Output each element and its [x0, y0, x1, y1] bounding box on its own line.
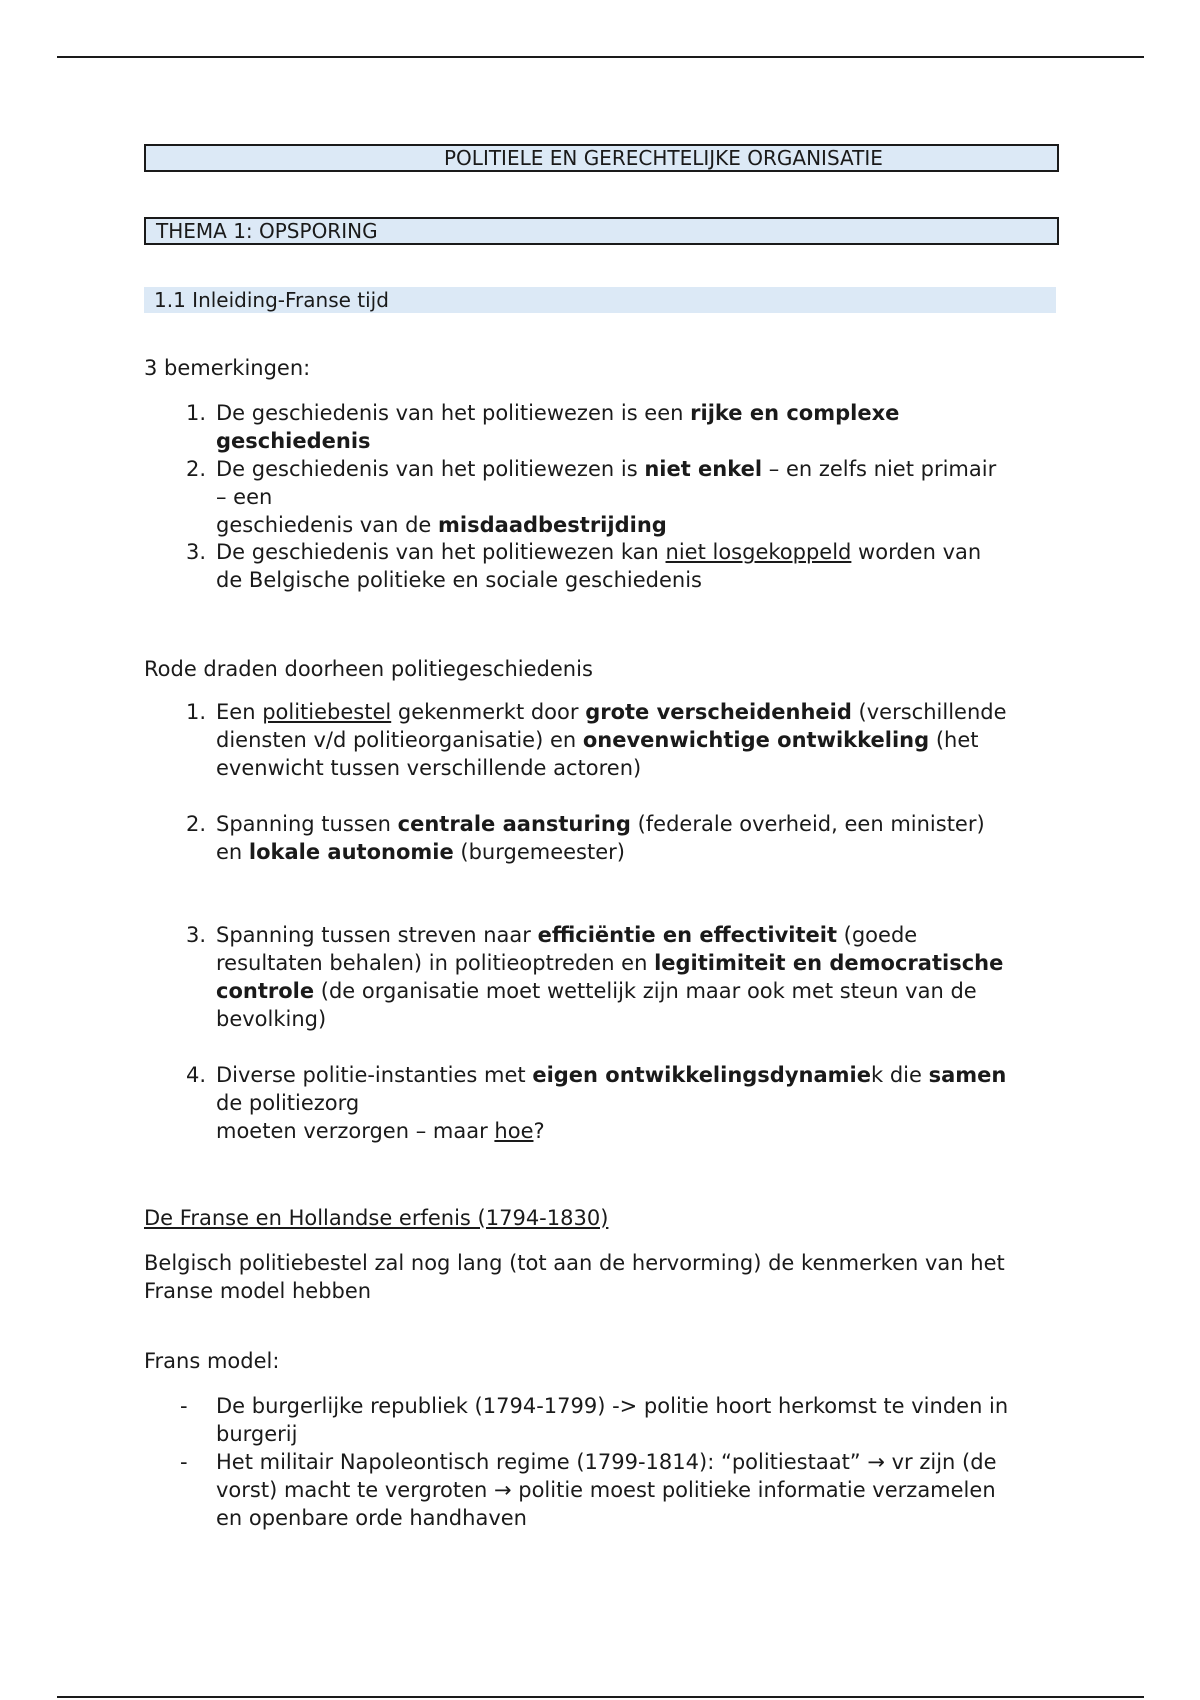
thread-item-2 — [185, 810, 1056, 866]
bold-text: centrale aansturing — [397, 812, 631, 836]
text: (goede — [836, 923, 918, 947]
text: De geschiedenis van het politiewezen is — [216, 457, 645, 481]
remarks-heading: 3 bemerkingen: — [144, 356, 311, 380]
text: (het — [929, 728, 979, 752]
section-heading: 1.1 Inleiding-Franse tijd — [154, 288, 389, 312]
text: Franse model hebben — [144, 1279, 372, 1303]
remark-item-1 — [185, 399, 1056, 455]
text: diensten v/d politieorganisatie) en — [216, 728, 583, 752]
thread-item-4 — [185, 1061, 1056, 1145]
bold-text: rijke en complexe — [690, 401, 900, 425]
text: k die — [870, 1063, 929, 1087]
bold-text: eigen ontwikkelingsdynamie — [532, 1063, 871, 1087]
bold-text: niet enkel — [644, 457, 763, 481]
bold-text: legitimiteit en democratische — [654, 951, 1004, 975]
text: De geschiedenis van het politiewezen is een — [216, 401, 691, 425]
text: bevolking) — [216, 1007, 327, 1031]
text: resultaten behalen) in politieoptreden en — [216, 951, 655, 975]
bold-text: samen — [928, 1063, 1007, 1087]
text: vorst) macht te vergroten → politie moest politieke informatie verzamelen — [216, 1478, 996, 1502]
theme-heading-box — [144, 217, 1059, 245]
document-title-box — [144, 144, 1059, 172]
text: (federale overheid, een minister) — [630, 812, 985, 836]
bullet-dash: - — [180, 1450, 188, 1474]
french-model-bullet-1 — [180, 1392, 1056, 1448]
thread-item-1 — [185, 698, 1056, 782]
list-number: 2. — [185, 812, 206, 836]
text: Een — [216, 700, 263, 724]
list-number: 1. — [185, 700, 206, 724]
text: evenwicht tussen verschillende actoren) — [216, 756, 642, 780]
text: – een — [216, 485, 273, 509]
theme-heading: THEMA 1: OPSPORING — [156, 219, 378, 243]
text: – en zelfs niet primair — [762, 457, 997, 481]
list-number: 3. — [185, 923, 206, 947]
text: burgerij — [216, 1422, 298, 1446]
list-number: 2. — [185, 457, 206, 481]
text: de Belgische politieke en sociale geschiedenis — [216, 568, 702, 592]
text: Het militair Napoleontisch regime (1799-1814): “politiestaat” → vr zijn (de — [216, 1450, 997, 1474]
underlined-text: hoe — [494, 1119, 534, 1143]
top-rule — [57, 56, 1144, 58]
underlined-text: De Franse en Hollandse erfenis (1794-1830) — [144, 1206, 609, 1230]
list-number: 4. — [185, 1063, 206, 1087]
text: (burgemeester) — [453, 840, 625, 864]
bold-text: lokale autonomie — [248, 840, 454, 864]
bullet-dash: - — [180, 1394, 188, 1418]
text: De geschiedenis van het politiewezen kan — [216, 540, 666, 564]
text: de politiezorg — [216, 1091, 360, 1115]
french-model-heading: Frans model: — [144, 1349, 280, 1373]
legacy-paragraph — [144, 1249, 1064, 1305]
remark-item-2 — [185, 455, 1056, 539]
text: Belgisch politiebestel zal nog lang (tot aan de hervorming) de kenmerken van het — [144, 1251, 1005, 1275]
text: moeten verzorgen – maar — [216, 1119, 495, 1143]
section-heading-box — [144, 287, 1056, 313]
remark-item-3 — [185, 538, 1056, 594]
text: Spanning tussen — [216, 812, 398, 836]
thread-item-3 — [185, 921, 1056, 1033]
text: ? — [533, 1119, 545, 1143]
text: geschiedenis van de — [216, 513, 439, 537]
bold-text: misdaadbestrijding — [438, 513, 667, 537]
text: en — [216, 840, 249, 864]
bottom-rule — [57, 1696, 1144, 1698]
threads-heading: Rode draden doorheen politiegeschiedenis — [144, 657, 593, 681]
underlined-text: politiebestel — [262, 700, 392, 724]
bold-text: efficiëntie en effectiviteit — [537, 923, 837, 947]
document-title: POLITIELE EN GERECHTELIJKE ORGANISATIE — [444, 146, 883, 170]
bold-text: controle — [216, 979, 315, 1003]
bold-text: onevenwichtige ontwikkeling — [582, 728, 930, 752]
text: (verschillende — [851, 700, 1007, 724]
bold-text: geschiedenis — [216, 429, 371, 453]
underlined-text: niet losgekoppeld — [665, 540, 852, 564]
text: Diverse politie-instanties met — [216, 1063, 533, 1087]
text: (de organisatie moet wettelijk zijn maar ook met steun van de — [314, 979, 977, 1003]
bold-text: grote verscheidenheid — [585, 700, 852, 724]
text: De burgerlijke republiek (1794-1799) -> politie hoort herkomst te vinden in — [216, 1394, 1009, 1418]
text: worden van — [851, 540, 982, 564]
text: Spanning tussen streven naar — [216, 923, 538, 947]
list-number: 3. — [185, 540, 206, 564]
text: gekenmerkt door — [391, 700, 586, 724]
list-number: 1. — [185, 401, 206, 425]
text: en openbare orde handhaven — [216, 1506, 527, 1530]
legacy-heading — [144, 1204, 1064, 1232]
french-model-bullet-2 — [180, 1448, 1056, 1532]
